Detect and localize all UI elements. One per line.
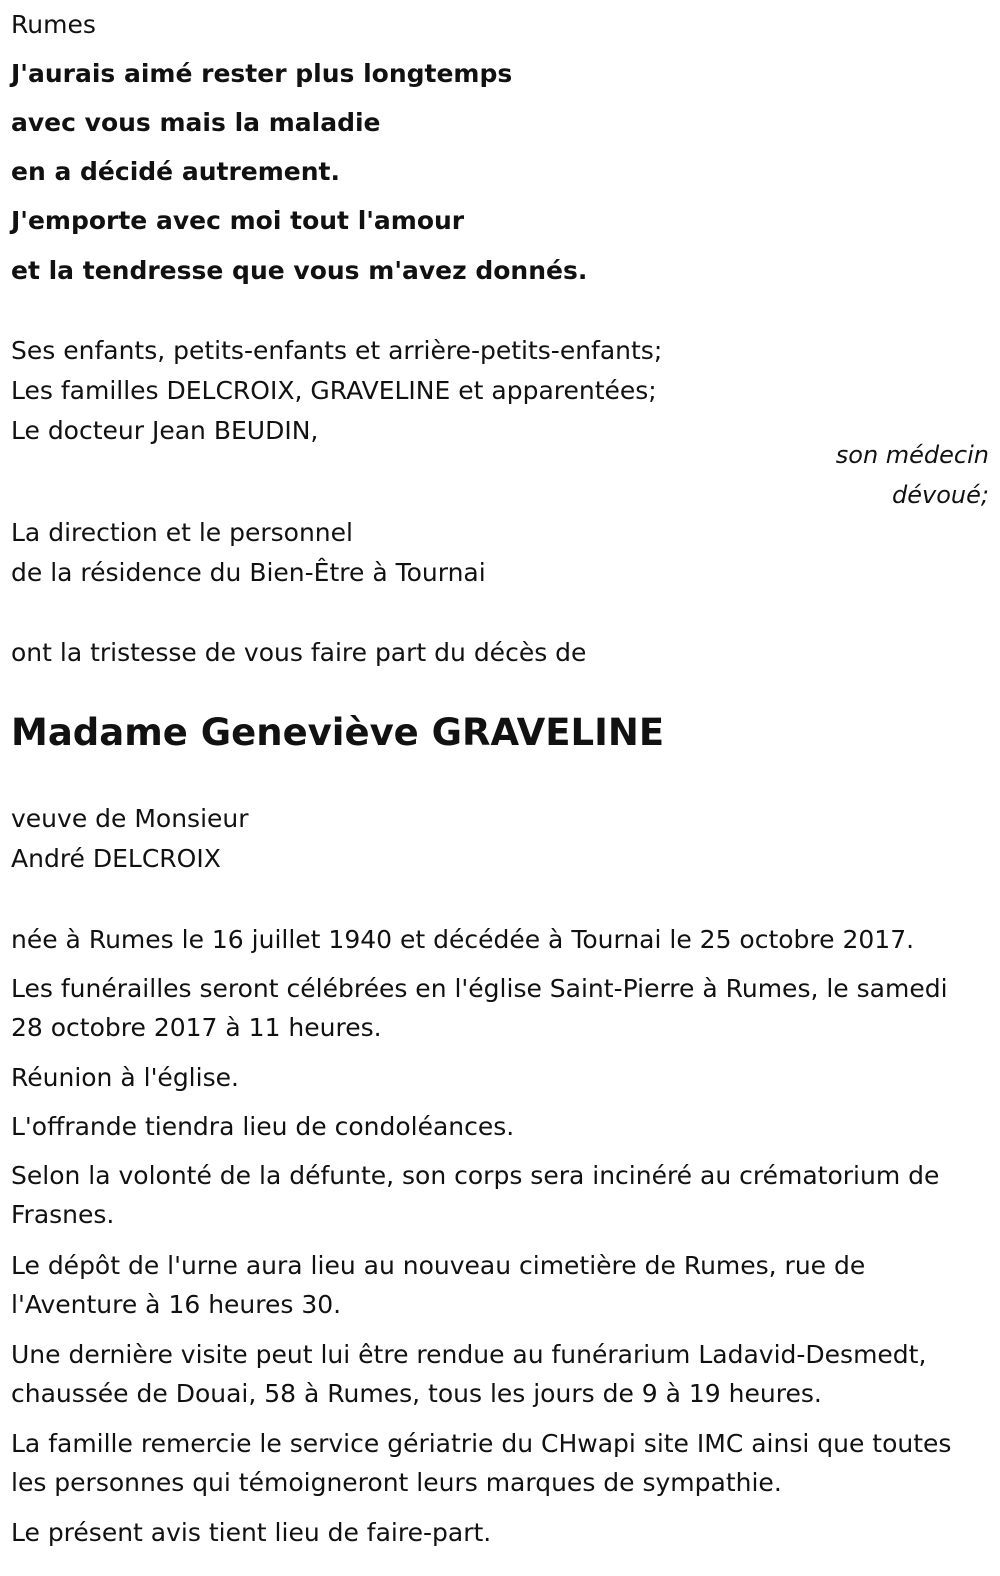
family-line-1: Ses enfants, petits-enfants et arrière-petits-enfants; [11,336,663,365]
doctor-note-line-1: son médecin [835,441,989,469]
widow-line-2: André DELCROIX [11,844,221,873]
detail-cremation: Selon la volonté de la défunte, son corps sera incinéré au crématorium de Frasnes. [11,1161,940,1229]
poem-line-2: avec vous mais la maladie [11,108,381,137]
detail-meeting: Réunion à l'église. [11,1063,239,1092]
doctor-note-line-2: dévoué; [892,481,989,509]
announcement: ont la tristesse de vous faire part du décès de [11,638,587,667]
detail-notice: Le présent avis tient lieu de faire-part. [11,1518,492,1547]
detail-offering: L'offrande tiendra lieu de condoléances. [11,1112,515,1141]
residence-line-2: de la résidence du Bien-Être à Tournai [11,558,486,587]
family-line-3: Le docteur Jean BEUDIN, [11,416,319,445]
poem-line-4: J'emporte avec moi tout l'amour [11,206,465,235]
poem-line-1: J'aurais aimé rester plus longtemps [11,59,513,88]
poem-line-3: en a décidé autrement. [11,157,340,186]
detail-birth-death: née à Rumes le 16 juillet 1940 et décédée à Tournai le 25 octobre 2017. [11,925,915,954]
detail-funeral: Les funérailles seront célébrées en l'église Saint-Pierre à Rumes, le samedi 28 octobre 2017 à 11 heures. [11,974,948,1042]
family-line-2: Les familles DELCROIX, GRAVELINE et apparentées; [11,376,657,405]
detail-thanks: La famille remercie le service gériatrie du CHwapi site IMC ainsi que toutes les personnes qui témoigneront leurs marques de sympathie. [11,1429,952,1497]
residence-line-1: La direction et le personnel [11,518,353,547]
location: Rumes [11,10,96,39]
widow-line-1: veuve de Monsieur [11,804,249,833]
detail-visit: Une dernière visite peut lui être rendue au funérarium Ladavid-Desmedt, chaussée de Douai, 58 à Rumes, tous les jours de 9 à 19 heures. [11,1340,927,1408]
poem-line-5: et la tendresse que vous m'avez donnés. [11,256,588,285]
detail-urn: Le dépôt de l'urne aura lieu au nouveau cimetière de Rumes, rue de l'Aventure à 16 heures 30. [11,1251,866,1319]
deceased-name: Madame Geneviève GRAVELINE [11,711,665,754]
